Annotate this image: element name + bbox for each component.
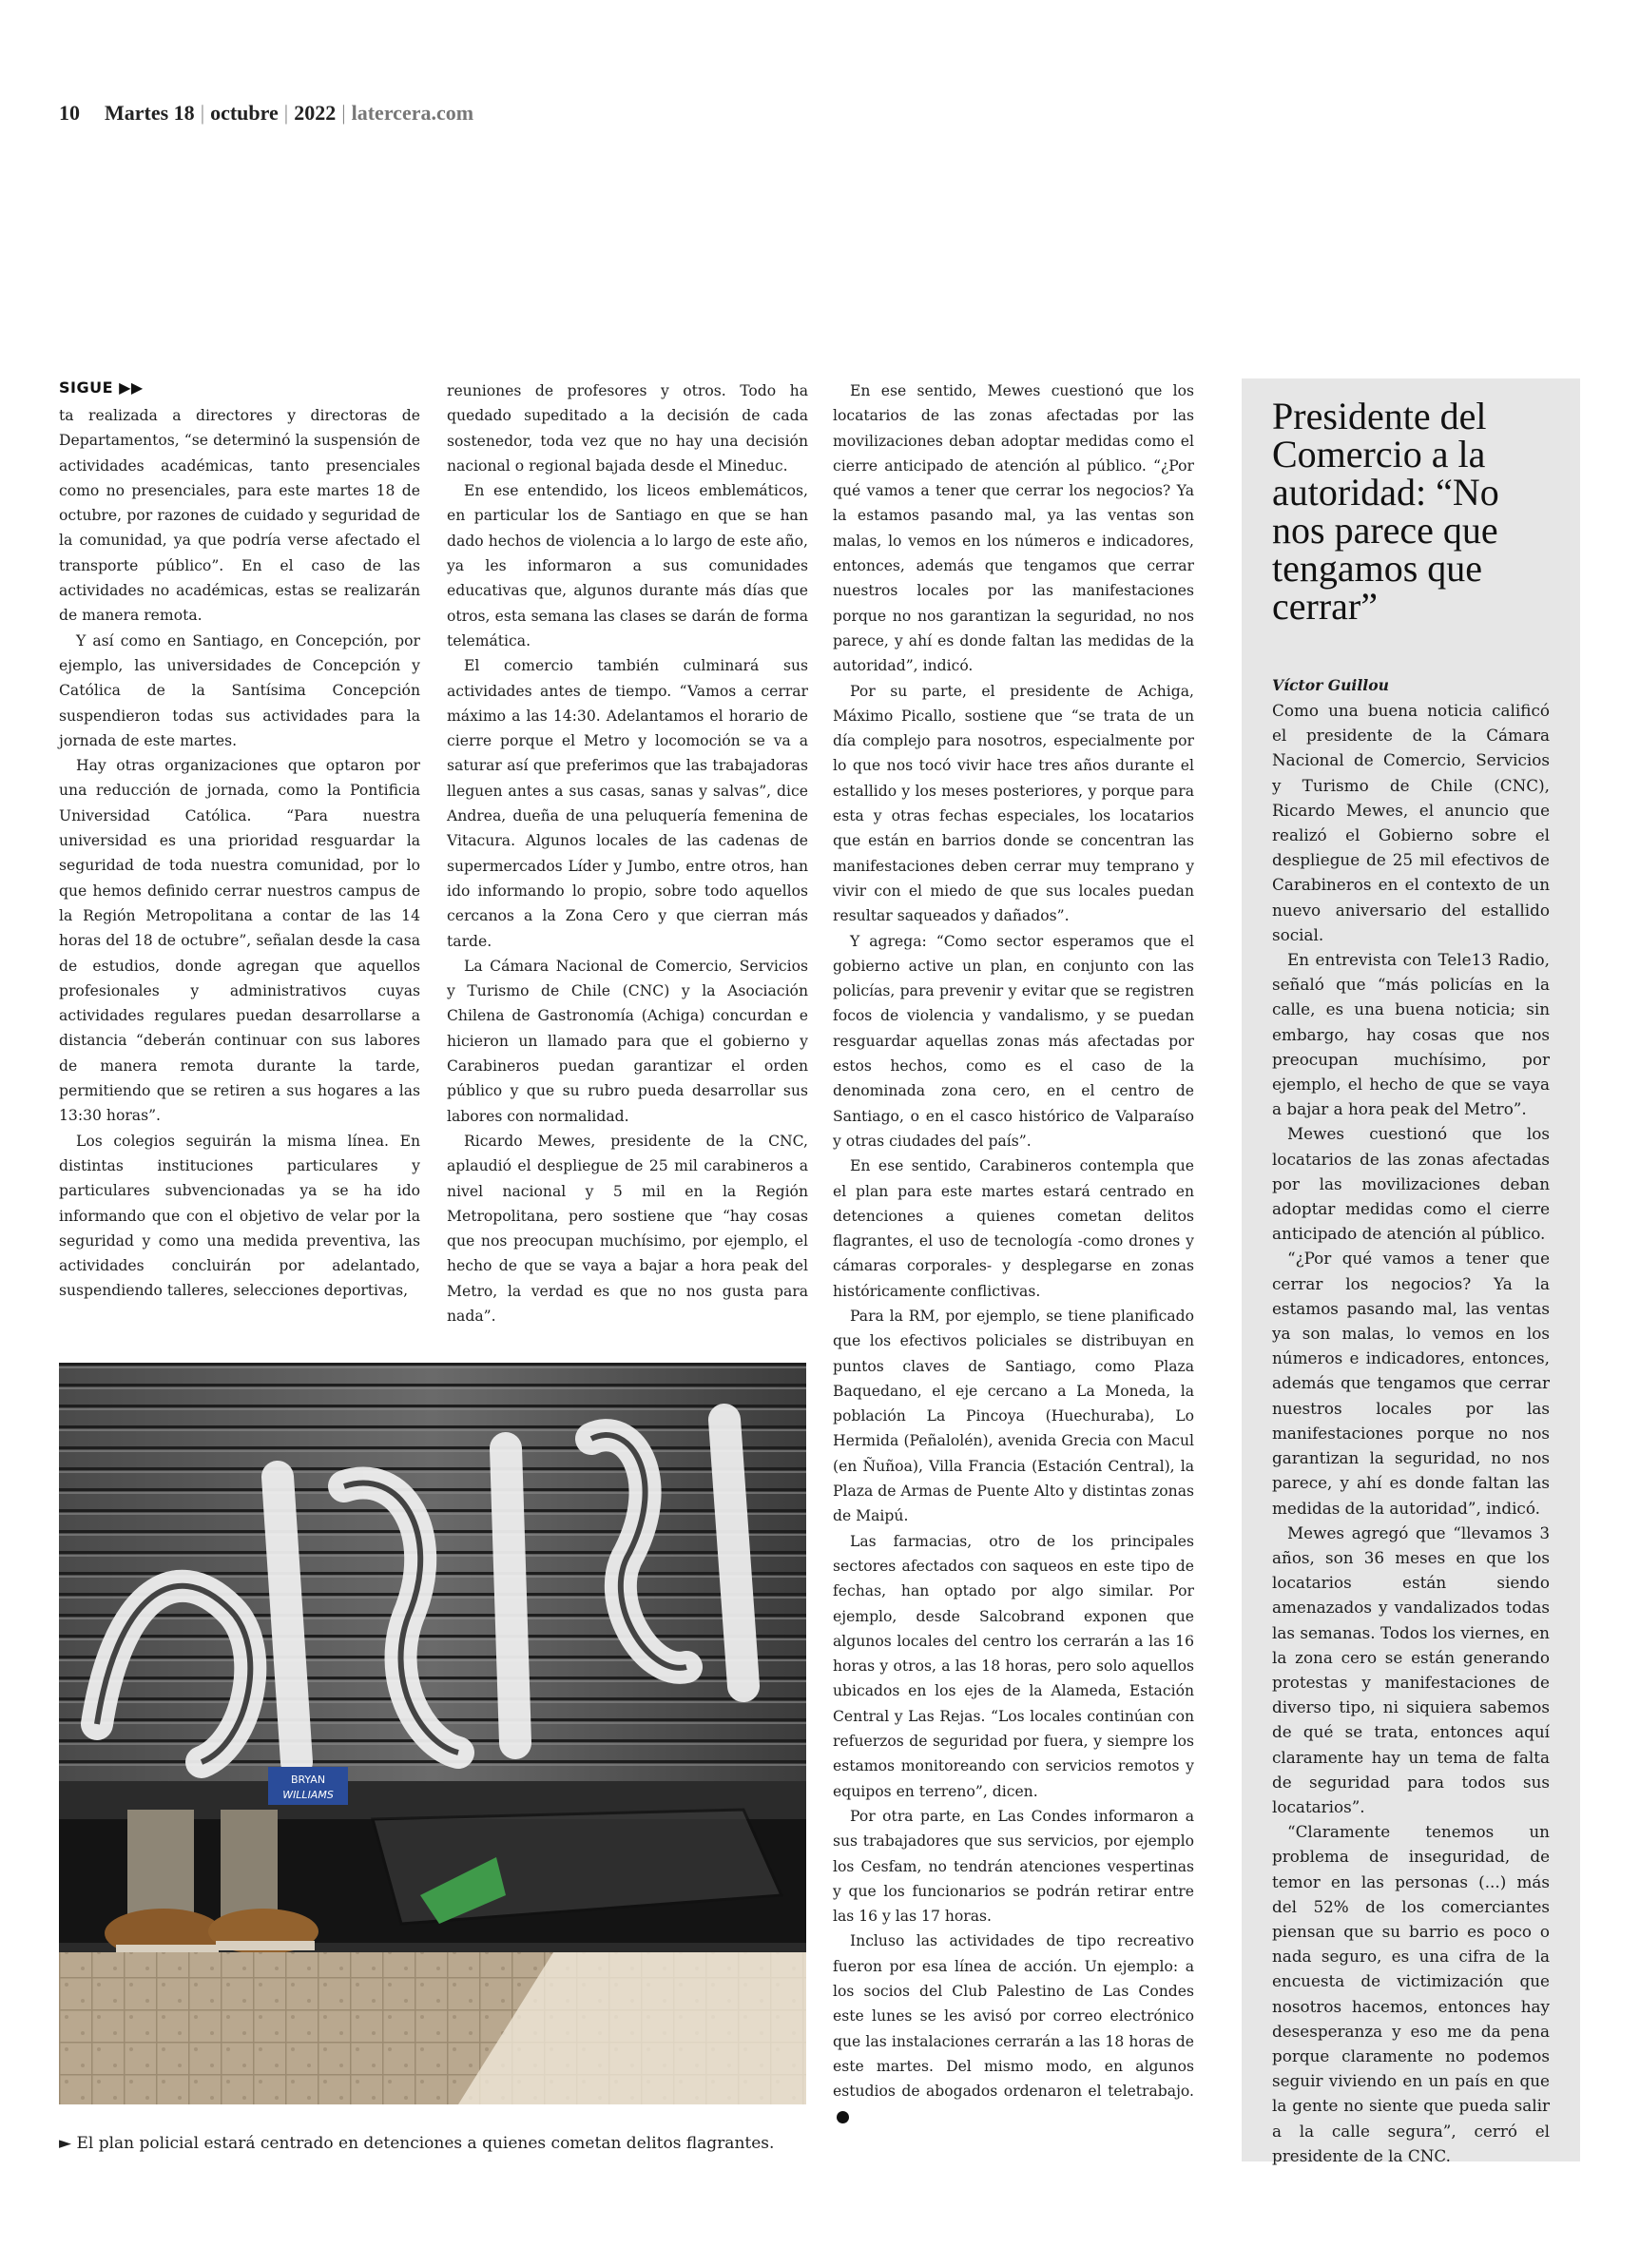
article-paragraph: En ese sentido, Mewes cuestionó que los locatarios de las zonas afectadas por las movilizaciones deban adoptar medidas como el cierre anticipado de atención al público. “¿Por qué vamos a tener que cerrar los negocios? Ya la estamos pasando mal, ya las ventas son malas, lo vemos en los números e indicadores, entonces, además que tengamos que cerrar nuestros locales por las manifestaciones porque no nos garantizan la seguridad, no nos parece, y ahí es donde faltan las medidas de la autoridad”, indicó.	[833, 382, 1194, 675]
sticker-text-2: WILLIAMS	[282, 1789, 334, 1801]
sidebar-paragraph: “¿Por qué vamos a tener que cerrar los negocios? Ya la estamos pasando mal, las ventas ya son malas, lo vemos en los números e indicadores, entonces, además que tengamos que cerrar nuestros locales por las manifestaciones porque no nos garantizan la seguridad, no nos parece, y ahí es donde faltan las medidas de la autoridad”, indicó.	[1272, 1249, 1550, 1518]
continuation-marker: SIGUE ▶▶	[59, 378, 144, 397]
sidebar-paragraph: Mewes cuestionó que los locatarios de las zonas afectadas por las movilizaciones deban adoptar medidas como el cierre anticipado de atención al público.	[1272, 1124, 1550, 1244]
header-separator: |	[200, 101, 205, 125]
article-column-1	[59, 403, 420, 1304]
header-separator: |	[283, 101, 289, 125]
article-paragraph: En ese entendido, los liceos emblemáticos, en particular los de Santiago en que se han dado hechos de violencia a lo largo de este año, ya les informaron a sus comunidades educativas que, algunos durante más días que otros, esta semana las clases se darán de forma telemática.	[447, 482, 808, 649]
sidebar-title: Presidente del Comercio a la autoridad: “No nos parece que tengamos que cerrar”	[1272, 395, 1499, 628]
article-column-2	[447, 378, 808, 1328]
article-paragraph: Por otra parte, en Las Condes informaron a sus trabajadores que sus servicios, por ejemplo los Cesfam, no tendrán atenciones vespertinas y que los funcionarios se podrán retirar entre las 16 y las 17 horas.	[833, 1807, 1194, 1926]
article-paragraph: Hay otras organizaciones que optaron por una reducción de jornada, como la Pontificia Universidad Católica. “Para nuestra universidad es una prioridad resguardar la seguridad de toda nuestra comunidad, por lo que hemos definido cerrar nuestros campus de la Región Metropolitana a contar de las 14 horas del 18 de octubre”, señalan desde la casa de estudios, donde agregan que aquellos profesionales y administrativos cuyas actividades regulares puedan desarrollarse a distancia “deberán continuar con sus labores de manera remota durante la tarde, permitiendo que se retiren a sus hogares a las 13:30 horas”.	[59, 757, 420, 1125]
sidebar-box	[1242, 378, 1580, 2165]
sidebar-author: Víctor Guillou	[1272, 676, 1389, 694]
article-photo	[59, 1363, 806, 2104]
header-year: 2022	[294, 101, 337, 125]
article-paragraph	[833, 1929, 1194, 2128]
article-paragraph: En ese sentido, Carabineros contempla que el plan para este martes estará centrado en detenciones a quienes cometan delitos flagrantes, el uso de tecnología -como drones y cámaras corporales- y desplegarse en zonas históricamente conflictivas.	[833, 1157, 1194, 1300]
sidebar-paragraph: Mewes agregó que “llevamos 3 años, son 36 meses en que los locatarios están siendo amenazados y vandalizados todas las semanas. Todos los viernes, en la zona cero se están generando protestas y manifestaciones de diverso tipo, ni siquiera sabemos de qué se trata, entonces aquí claramente hay un tema de falta de seguridad para todos sus locatarios”.	[1272, 1522, 1550, 1816]
sticker-text-1: BRYAN	[290, 1774, 326, 1786]
article-paragraph: reuniones de profesores y otros. Todo ha quedado supeditado a la decisión de cada sostenedor, toda vez que no hay una decisión nacional o regional bajada desde el Mineduc.	[447, 382, 808, 475]
article-paragraph: Por su parte, el presidente de Achiga, Máximo Picallo, sostiene que “se trata de un día complejo para nosotros, especialmente por lo que nos tocó vivir hace tres años durante el estallido y los meses posteriores, y porque para esta y otras fechas especiales, los locatarios que están en barrios donde se concentran las manifestaciones deben cerrar muy temprano y vivir con el miedo de que sus locales puedan resultar saqueados y dañados”.	[833, 682, 1194, 925]
article-paragraph: Los colegios seguirán la misma línea. En distintas instituciones particulares y particulares subvencionadas ya se ha ido informando que con el objetivo de velar por la seguridad y como una medida preventiva, las actividades concluirán por adelantado, suspendiendo talleres, selecciones deportivas,	[59, 1132, 420, 1300]
sidebar-paragraph: En entrevista con Tele13 Radio, señaló que “más policías en la calle, es una buena noticia; sin embargo, hay cosas que nos preocupan muchísimo, por ejemplo, el hecho de que se vaya a bajar a hora peak del Metro”.	[1272, 950, 1550, 1119]
page-header	[59, 101, 473, 126]
article-paragraph: Las farmacias, otro de los principales sectores afectados con saqueos en este tipo de fechas, han optado por algo similar. Por ejemplo, desde Salcobrand exponen que algunos locales del centro los cerrarán a las 16 horas y otros, a las 18 horas, pero solo aquellos ubicados en los ejes de la Alameda, Estación Central y Las Rejas. “Los locales continúan con refuerzos de seguridad por fuera, y siempre los estamos monitoreando con servicios remotos y equipos en terreno”, dicen.	[833, 1532, 1194, 1800]
article-paragraph-text: Incluso las actividades de tipo recreativo fueron por esa línea de acción. Un ejemplo: a los socios del Club Palestino de Las Condes este lunes se les avisó por correo electrónico que las instalaciones cerrarán a las 18 horas de este martes. Del mismo modo, en algunos estudios de abogados ordenaron el teletrabajo.	[833, 1932, 1194, 2101]
header-separator: |	[341, 101, 346, 125]
article-paragraph: Y agrega: “Como sector esperamos que el gobierno active un plan, en conjunto con las policías, para prevenir y evitar que se registren focos de violencia y vandalismo, y se puedan resguardar aquellas zonas más afectadas por estos hechos, como es el caso de la denominada zona cero, en el centro de Santiago, o en el casco histórico de Valparaíso y otras ciudades del país”.	[833, 932, 1194, 1150]
page-number: 10	[59, 101, 80, 125]
photo-caption: ► El plan policial estará centrado en detenciones a quienes cometan delitos flagrantes.	[59, 2134, 775, 2153]
article-paragraph: Ricardo Mewes, presidente de la CNC, aplaudió el despliegue de 25 mil carabineros a nivel nacional y 5 mil en la Región Metropolitana, pero sostiene que “hay cosas que nos preocupan muchísimo, por ejemplo, el hecho de que se vaya a bajar a hora peak del Metro, la verdad es que no nos gusta para nada”.	[447, 1132, 808, 1325]
end-of-article-icon	[837, 2111, 849, 2123]
header-site[interactable]: latercera.com	[351, 101, 474, 125]
sidebar-paragraph: “Claramente tenemos un problema de inseguridad, de temor en las personas (...) más del 52% de los comerciantes piensan que su barrio es poco o nada seguro, es una cifra de la encuesta de victimización que nosotros hacemos, entonces hay desesperanza y eso me da pena porque claramente no podemos seguir viviendo en un país en que la gente no siente que pueda salir a la calle segura”, cerró el presidente de la CNC.	[1272, 1822, 1550, 2165]
article-paragraph: El comercio también culminará sus actividades antes de tiempo. “Vamos a cerrar máximo a las 14:30. Adelantamos el horario de cierre porque el Metro y locomoción se va a saturar así que preferimos que las trabajadoras lleguen antes a sus casas, sanas y salvas”, dice Andrea, dueña de una peluquería femenina de Vitacura. Algunos locales de las cadenas de supermercados Líder y Jumbo, entre otros, han ido informando lo propio, sobre todo aquellos cercanos a la Zona Cero y que cierran más tarde.	[447, 657, 808, 950]
article-paragraph: La Cámara Nacional de Comercio, Servicios y Turismo de Chile (CNC) y la Asociación Chilena de Gastronomía (Achiga) concurdan e hicieron un llamado para que el gobierno y Carabineros puedan garantizar el orden público y que su rubro pueda desarrollar sus labores con normalidad.	[447, 957, 808, 1125]
shutter-photo-illustration	[59, 1363, 806, 2104]
article-paragraph: ta realizada a directores y directoras de Departamentos, “se determinó la suspensión de actividades académicas, tanto presenciales como no presenciales, para este martes 18 de octubre, por razones de cuidado y seguridad de la comunidad, ya que podría verse afectado el transporte público”. En el caso de las actividades no académicas, estas se realizarán de manera remota.	[59, 407, 420, 625]
header-month: octubre	[210, 101, 279, 125]
sidebar-paragraph: Como una buena noticia calificó el presidente de la Cámara Nacional de Comercio, Servicios y Turismo de Chile (CNC), Ricardo Mewes, el anuncio que realizó el Gobierno sobre el despliegue de 25 mil efectivos de Carabineros en el contexto de un nuevo aniversario del estallido social.	[1272, 701, 1550, 944]
header-day: Martes 18	[105, 101, 195, 125]
sidebar-body	[1272, 698, 1550, 2168]
article-paragraph: Y así como en Santiago, en Concepción, por ejemplo, las universidades de Concepción y Católica de la Santísima Concepción suspendieron todas sus actividades para la jornada de este martes.	[59, 631, 420, 749]
article-paragraph: Para la RM, por ejemplo, se tiene planificado que los efectivos policiales se distribuyan en puntos claves de Santiago, como Plaza Baquedano, el eje cercano a La Moneda, la población La Pincoya (Huechuraba), Lo Hermida (Peñalolén), avenida Grecia con Macul (en Ñuñoa), Villa Francia (Estación Central), la Plaza de Armas de Puente Alto y distintas zonas de Maipú.	[833, 1307, 1194, 1525]
article-column-3	[833, 378, 1194, 2129]
